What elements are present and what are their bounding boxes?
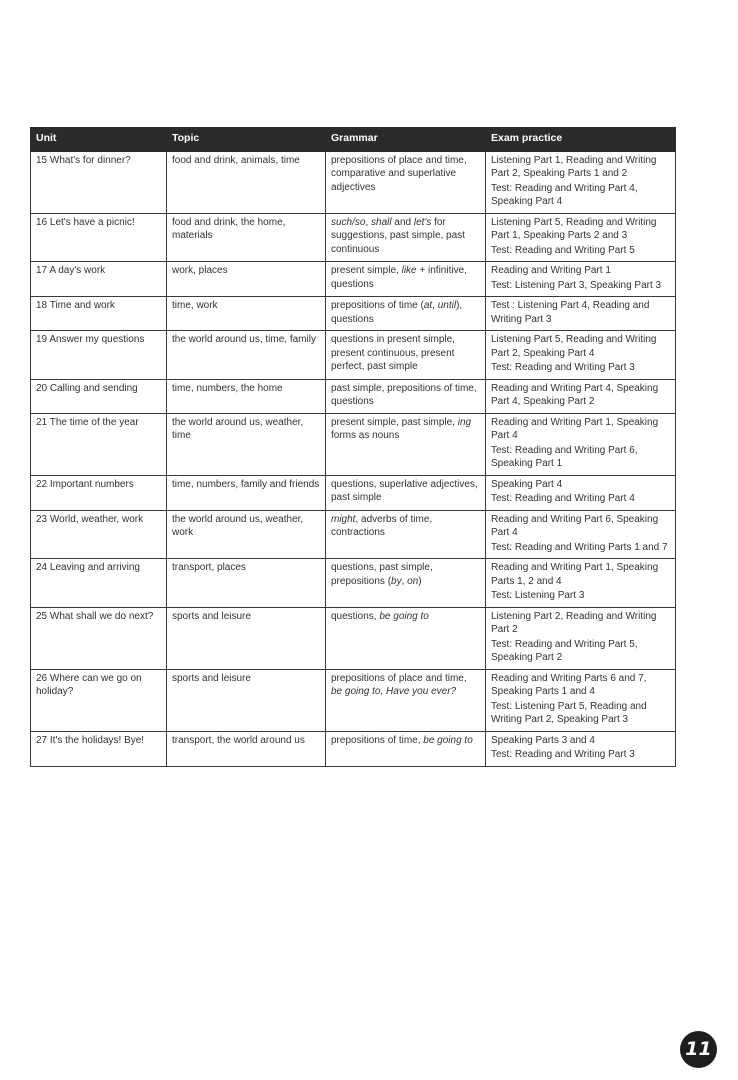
table-row [31, 669, 676, 731]
exam-practice-cell [486, 413, 676, 475]
grammar-cell [326, 213, 486, 262]
grammar-text: ), questions [331, 300, 463, 325]
grammar-cell [326, 151, 486, 213]
exam-practice-cell [486, 731, 676, 766]
unit-cell: 20 Calling and sending [31, 379, 167, 413]
grammar-text: prepositions of place and time, [331, 672, 467, 684]
exam-practice-line: Listening Part 2, Reading and Writing Part 2 [491, 610, 657, 635]
grammar-cell [326, 475, 486, 510]
table-row [31, 413, 676, 475]
exam-practice-line: Speaking Part 4 [491, 478, 563, 490]
grammar-cell [326, 607, 486, 669]
table-row [31, 731, 676, 766]
grammar-text: questions, superlative adjectives, past simple [331, 478, 478, 503]
unit-cell: 24 Leaving and arriving [31, 559, 167, 608]
table-row [31, 559, 676, 608]
table-row [31, 213, 676, 262]
topic-cell: the world around us, time, family [167, 331, 326, 380]
grammar-text: ) [418, 575, 422, 587]
grammar-text: , adverbs of time, contractions [331, 513, 433, 538]
topic-cell: food and drink, animals, time [167, 151, 326, 213]
table-row [31, 379, 676, 413]
exam-practice-line: Test: Listening Part 3, Speaking Part 3 [491, 279, 662, 291]
table-row [31, 607, 676, 669]
grammar-italic-text: like [401, 265, 417, 276]
grammar-text: present simple, past simple, [331, 416, 458, 428]
exam-practice-cell [486, 213, 676, 262]
topic-cell: the world around us, weather, time [167, 413, 326, 475]
unit-cell: 17 A day's work [31, 262, 167, 297]
exam-practice-line: Test: Reading and Writing Part 3 [491, 749, 635, 760]
unit-cell: 16 Let's have a picnic! [31, 213, 167, 262]
topic-cell: food and drink, the home, materials [167, 213, 326, 262]
topic-cell: transport, places [167, 559, 326, 608]
exam-practice-cell [486, 262, 676, 297]
unit-cell: 21 The time of the year [31, 413, 167, 475]
header-grammar: Grammar [326, 128, 486, 152]
grammar-cell [326, 669, 486, 731]
table-row [31, 331, 676, 380]
grammar-italic-text: ing [457, 416, 472, 428]
table-header-row [31, 128, 676, 152]
grammar-text: present simple, [331, 265, 402, 276]
unit-cell: 25 What shall we do next? [31, 607, 167, 669]
grammar-text: , [432, 300, 438, 311]
topic-cell: time, numbers, the home [167, 379, 326, 413]
grammar-text: + infinitive, questions [331, 265, 467, 290]
exam-practice-line: Reading and Writing Part 1, Speaking Part 4 [491, 416, 659, 441]
grammar-text: for suggestions, past simple, past continuous [331, 216, 465, 255]
grammar-italic-text: be going to [379, 610, 429, 622]
exam-practice-line: Test: Reading and Writing Part 6, Speaking Part 1 [491, 444, 638, 469]
exam-practice-cell [486, 151, 676, 213]
header-topic: Topic [167, 128, 326, 152]
exam-practice-line: Reading and Writing Part 1, Speaking Parts 1, 2 and 4 [491, 562, 659, 587]
grammar-text: prepositions of time ( [331, 300, 424, 311]
exam-practice-cell [486, 297, 676, 331]
exam-practice-cell [486, 559, 676, 608]
exam-practice-line: Test: Listening Part 3 [491, 590, 585, 601]
exam-practice-cell [486, 607, 676, 669]
table-row [31, 262, 676, 297]
exam-practice-line: Test: Reading and Writing Part 4 [491, 493, 635, 504]
exam-practice-line: Test: Reading and Writing Part 3 [491, 362, 635, 373]
grammar-italic-text: let's [413, 216, 432, 228]
exam-practice-line: Reading and Writing Parts 6 and 7, Speaking Parts 1 and 4 [491, 672, 647, 697]
exam-practice-line: Reading and Writing Part 4, Speaking Part 4, Speaking Part 2 [491, 382, 659, 407]
grammar-text: questions, [331, 610, 380, 622]
grammar-italic-text: be going to [423, 734, 473, 746]
grammar-text: questions in present simple, present continuous, present perfect, past simple [331, 334, 455, 372]
grammar-text: prepositions of place and time, comparative and superlative adjectives [331, 154, 467, 193]
header-exam-practice: Exam practice [486, 128, 676, 152]
exam-practice-line: Test : Listening Part 4, Reading and Writing Part 3 [491, 300, 650, 325]
topic-cell: time, numbers, family and friends [167, 475, 326, 510]
unit-cell: 18 Time and work [31, 297, 167, 331]
unit-cell: 23 World, weather, work [31, 510, 167, 559]
grammar-text: past simple, prepositions of time, questions [331, 382, 477, 407]
grammar-italic-text: such/so [331, 216, 366, 228]
exam-practice-cell [486, 475, 676, 510]
page-number-badge: 11 [680, 1031, 717, 1068]
topic-cell: sports and leisure [167, 607, 326, 669]
unit-cell: 19 Answer my questions [31, 331, 167, 380]
exam-practice-line: Speaking Parts 3 and 4 [491, 734, 595, 746]
table-row [31, 151, 676, 213]
grammar-cell [326, 413, 486, 475]
topic-cell: the world around us, weather, work [167, 510, 326, 559]
grammar-text: questions, past simple, prepositions ( [331, 562, 433, 587]
exam-practice-line: Test: Listening Part 5, Reading and Writing Part 2, Speaking Part 3 [491, 700, 647, 725]
exam-practice-line: Test: Reading and Writing Part 5 [491, 244, 635, 256]
topic-cell: transport, the world around us [167, 731, 326, 766]
grammar-italic-text: be going to, Have you ever? [331, 686, 457, 697]
table-row [31, 297, 676, 331]
topic-cell: time, work [167, 297, 326, 331]
grammar-text: prepositions of time, [331, 734, 424, 746]
exam-practice-line: Test: Reading and Writing Part 5, Speaking Part 2 [491, 638, 638, 663]
table-body [31, 151, 676, 766]
exam-practice-line: Listening Part 5, Reading and Writing Part 1, Speaking Parts 2 and 3 [491, 216, 657, 241]
grammar-text: forms as nouns [331, 430, 400, 441]
exam-practice-line: Reading and Writing Part 1 [491, 265, 611, 276]
grammar-cell [326, 559, 486, 608]
table-row [31, 510, 676, 559]
grammar-cell [326, 379, 486, 413]
header-unit: Unit [31, 128, 167, 152]
grammar-italic-text: until [437, 300, 457, 311]
grammar-text: , [401, 575, 408, 587]
exam-practice-line: Listening Part 5, Reading and Writing Part 2, Speaking Part 4 [491, 334, 657, 359]
unit-cell: 27 It's the holidays! Bye! [31, 731, 167, 766]
grammar-text: and [391, 216, 414, 228]
grammar-italic-text: by [391, 575, 402, 587]
exam-practice-cell [486, 669, 676, 731]
exam-practice-line: Test: Reading and Writing Parts 1 and 7 [491, 541, 668, 553]
grammar-cell [326, 262, 486, 297]
grammar-cell [326, 297, 486, 331]
unit-cell: 15 What's for dinner? [31, 151, 167, 213]
grammar-cell [326, 331, 486, 380]
topic-cell: sports and leisure [167, 669, 326, 731]
grammar-italic-text: at [423, 300, 433, 311]
grammar-cell [326, 510, 486, 559]
grammar-italic-text: might [331, 513, 356, 525]
exam-practice-line: Reading and Writing Part 6, Speaking Part 4 [491, 513, 659, 538]
table-row [31, 475, 676, 510]
exam-practice-cell [486, 379, 676, 413]
exam-practice-cell [486, 510, 676, 559]
syllabus-table [30, 127, 676, 767]
grammar-italic-text: on [407, 575, 419, 587]
topic-cell: work, places [167, 262, 326, 297]
unit-cell: 26 Where can we go on holiday? [31, 669, 167, 731]
grammar-text: , [365, 216, 372, 228]
exam-practice-line: Listening Part 1, Reading and Writing Part 2, Speaking Parts 1 and 2 [491, 154, 657, 179]
grammar-italic-text: shall [371, 216, 392, 228]
grammar-cell [326, 731, 486, 766]
exam-practice-cell [486, 331, 676, 380]
unit-cell: 22 Important numbers [31, 475, 167, 510]
exam-practice-line: Test: Reading and Writing Part 4, Speaking Part 4 [491, 182, 638, 207]
